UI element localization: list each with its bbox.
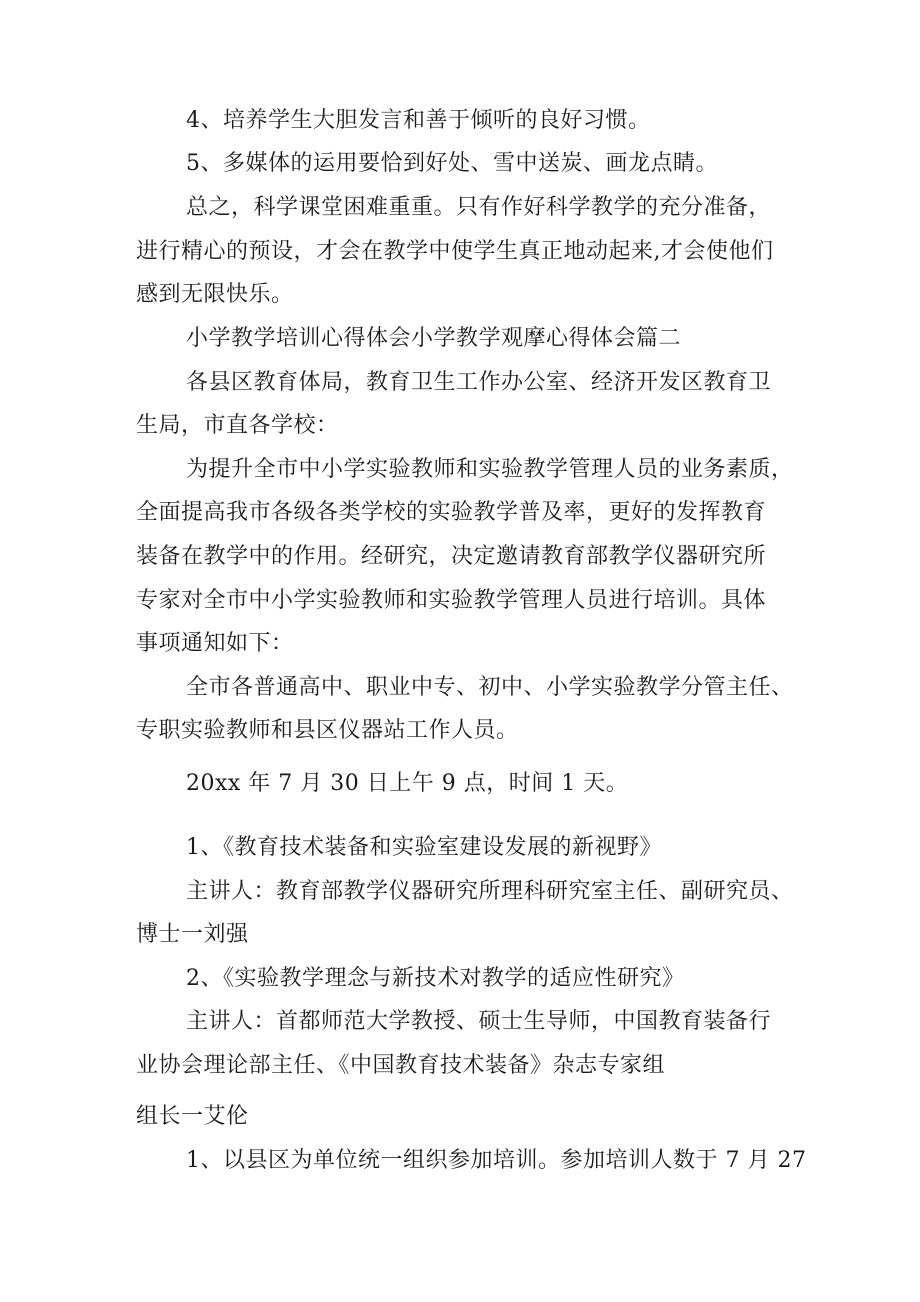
text-line: 全市各普通高中、职业中专、初中、小学实验教学分管主任、: [186, 675, 794, 700]
text-line: 2、《实验教学理念与新技术对教学的适应性研究》: [186, 966, 685, 991]
text-line: 进行精心的预设，才会在教学中使学生真正地动起来,才会使他们: [136, 239, 774, 264]
section-heading: 小学教学培训心得体会小学教学观摩心得体会篇二: [186, 326, 682, 351]
text-line: 主讲人：首都师范大学教授、硕士生导师，中国教育装备行: [186, 1009, 772, 1034]
text-line: 20xx 年 7 月 30 日上午 9 点，时间 1 天。: [186, 771, 629, 796]
text-line: 装备在教学中的作用。经研究，决定邀请教育部教学仪器研究所: [136, 544, 767, 569]
text-line: 主讲人：教育部教学仪器研究所理科研究室主任、副研究员、: [186, 879, 794, 904]
text-line: 博士一刘强: [136, 922, 249, 947]
text-line: 1、以县区为单位统一组织参加培训。参加培训人数于 7 月 27: [186, 1148, 807, 1173]
text-line: 专家对全市中小学实验教师和实验教学管理人员进行培训。具体: [136, 588, 767, 613]
text-line: 事项通知如下：: [136, 631, 294, 656]
text-line: 生局，市直各学校：: [136, 413, 339, 438]
text-line: 5、多媒体的运用要恰到好处、雪中送炭、画龙点睛。: [186, 151, 718, 176]
text-line: 总之，科学课堂困难重重。只有作好科学教学的充分准备，: [186, 195, 772, 220]
text-line: 全面提高我市各级各类学校的实验教学普及率，更好的发挥教育: [136, 500, 767, 525]
text-line: 感到无限快乐。: [136, 282, 294, 307]
text-line: 各县区教育体局，教育卫生工作办公室、经济开发区教育卫: [186, 370, 772, 395]
text-line: 组长一艾伦: [136, 1104, 249, 1129]
text-line: 业协会理论部主任、《中国教育技术装备》杂志专家组: [136, 1053, 666, 1078]
text-line: 4、培养学生大胆发言和善于倾听的良好习惯。: [186, 108, 651, 133]
text-line: 为提升全市中小学实验教师和实验教学管理人员的业务素质，: [186, 457, 794, 482]
text-line: 专职实验教师和县区仪器站工作人员。: [136, 718, 519, 743]
text-line: 1、《教育技术装备和实验室建设发展的新视野》: [186, 835, 662, 860]
